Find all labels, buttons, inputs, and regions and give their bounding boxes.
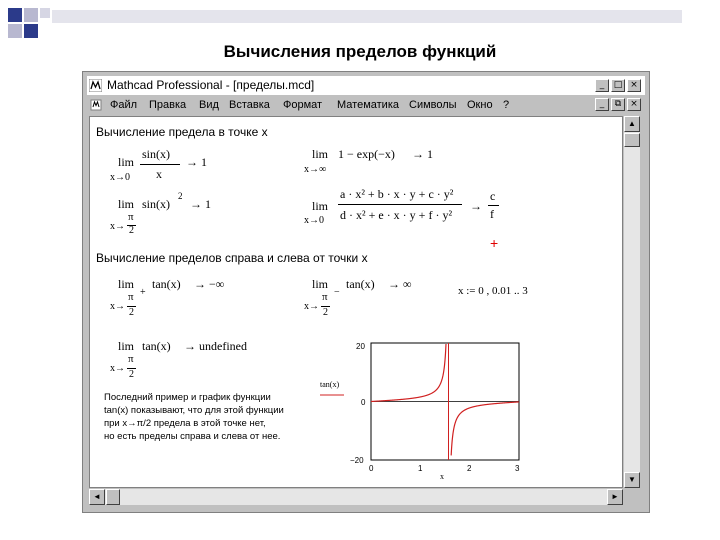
eq2-result: → 1 (412, 147, 433, 161)
x-tick-2: 2 (467, 464, 472, 473)
eq6-sub-two: 2 (323, 307, 328, 318)
comment-line-3: при x→π/2 предела в этой точке нет, (104, 418, 266, 429)
eq5-expr: tan(x) (152, 277, 181, 291)
vertical-scrollbar[interactable] (624, 116, 640, 488)
vertical-scroll-thumb[interactable] (624, 133, 640, 147)
comment-line-1: Последний пример и график функции (104, 392, 271, 403)
x-tick-1: 1 (418, 464, 423, 473)
worksheet[interactable] (89, 116, 623, 488)
eq2-lim: lim (312, 147, 329, 161)
eq1-result: → 1 (186, 155, 207, 169)
doc-minimize-button[interactable]: _ (595, 98, 609, 111)
eq2-sub: x→∞ (304, 164, 327, 175)
menu-format[interactable]: Формат (283, 99, 323, 111)
menu-edit[interactable]: Правка (149, 99, 187, 111)
y-tick-bottom: −20 (350, 456, 364, 465)
minimize-button[interactable]: _ (595, 79, 609, 92)
menu-help[interactable]: ? (503, 99, 510, 111)
eq6-sign: − (334, 287, 340, 298)
slide-title: Вычисления пределов функций (223, 42, 497, 61)
mathcad-app-icon (89, 79, 102, 92)
maximize-button[interactable]: □ (611, 79, 625, 92)
eq2-expr: 1 − exp(−x) (338, 147, 395, 161)
eq4-fraction-bar (338, 204, 462, 205)
menu-view[interactable]: Вид (199, 99, 219, 111)
eq3-expr: sin(x) (142, 197, 170, 211)
eq6-sub-arrow: x→ (304, 301, 319, 312)
slide-decor-square-2 (24, 8, 38, 22)
eq4-lim: lim (312, 199, 329, 213)
eq5-sub-arrow: x→ (110, 301, 125, 312)
horizontal-scrollbar[interactable] (89, 489, 623, 505)
slide-decor-square-4 (24, 24, 38, 38)
y-axis-label: tan(x) (320, 380, 340, 389)
menu-file[interactable]: Файл (110, 99, 138, 111)
doc-close-button[interactable]: × (627, 98, 641, 111)
eq5-lim: lim (118, 277, 135, 291)
eq4-res-den: f (490, 207, 494, 221)
menu-insert[interactable]: Вставка (229, 99, 270, 111)
x-axis-label: x (440, 472, 444, 479)
comment-block (104, 391, 284, 443)
y-tick-top: 20 (356, 342, 365, 351)
eq3-sub-pi: π (128, 211, 134, 223)
x-tick-3: 3 (515, 464, 520, 473)
window-title: Mathcad Professional - [пределы.mcd] (107, 78, 315, 92)
eq5-sign: + (140, 287, 146, 298)
scroll-down-button[interactable]: ▼ (624, 472, 640, 488)
eq5-result: → −∞ (194, 277, 225, 291)
slide-decor-square-1 (8, 8, 22, 22)
eq3-lim: lim (118, 197, 135, 211)
scroll-right-button[interactable]: ► (607, 489, 623, 505)
comment-line-4: но есть пределы справа и слева от нее. (104, 431, 281, 442)
close-button[interactable]: × (627, 79, 641, 92)
y-tick-zero: 0 (361, 398, 366, 407)
range-definition: x := 0 , 0.01 .. 3 (458, 285, 528, 297)
eq4-num: a · x² + b · x · y + c · y² (340, 187, 454, 201)
eq6-result: → ∞ (388, 277, 412, 291)
eq5-sub-pi: π (128, 291, 134, 303)
eq4-res-bar (488, 205, 499, 206)
eq3-result: → 1 (190, 197, 211, 211)
eq3-sub-two: 2 (129, 225, 134, 236)
menu-symbolics[interactable]: Символы (409, 99, 457, 111)
horizontal-scroll-thumb[interactable] (106, 489, 120, 505)
eq1-fraction-bar (140, 164, 180, 165)
heading-one-sided-limits: Вычисление пределов справа и слева от точки x (96, 251, 368, 265)
window-titlebar[interactable] (87, 76, 645, 95)
red-cursor-plus: + (490, 235, 499, 251)
eq7-sub-arrow: x→ (110, 363, 125, 374)
eq4-res-num: c (490, 189, 496, 203)
menu-bar (87, 96, 645, 114)
eq6-lim: lim (312, 277, 329, 291)
eq7-sub-two: 2 (129, 369, 134, 380)
x-tick-0: 0 (369, 464, 374, 473)
heading-limit-at-point: Вычисление предела в точке x (96, 125, 268, 139)
eq7-expr: tan(x) (142, 339, 171, 353)
doc-restore-button[interactable]: ⧉ (611, 98, 625, 111)
slide-decor-square-3 (8, 24, 22, 38)
slide-header-rule (52, 10, 682, 23)
eq4-sub: x→0 (304, 215, 324, 226)
eq7-sub-pi: π (128, 353, 134, 365)
eq5-sub-two: 2 (129, 307, 134, 318)
menu-math[interactable]: Математика (337, 99, 399, 111)
eq7-result: → undefined (184, 339, 247, 353)
comment-line-2: tan(x) показывают, что для этой функции (104, 405, 284, 416)
scroll-up-button[interactable]: ▲ (624, 116, 640, 132)
eq4-arrow: → (470, 199, 482, 213)
eq4-den: d · x² + e · x · y + f · y² (340, 208, 453, 222)
scroll-left-button[interactable]: ◄ (89, 489, 105, 505)
eq7-lim: lim (118, 339, 135, 353)
menu-window[interactable]: Окно (467, 99, 493, 111)
eq3-sub-arrow: x→ (110, 221, 125, 232)
eq6-sub-pi: π (322, 291, 328, 303)
eq1-num: sin(x) (142, 147, 170, 161)
eq1-lim: lim (118, 155, 135, 169)
tan-chart[interactable] (316, 339, 530, 479)
document-icon[interactable] (90, 99, 102, 111)
slide-decor-square-5 (40, 8, 50, 18)
eq1-sub: x→0 (110, 172, 130, 183)
eq6-expr: tan(x) (346, 277, 375, 291)
eq1-den: x (156, 167, 162, 181)
eq3-power: 2 (178, 191, 183, 201)
mathcad-window (82, 71, 650, 513)
